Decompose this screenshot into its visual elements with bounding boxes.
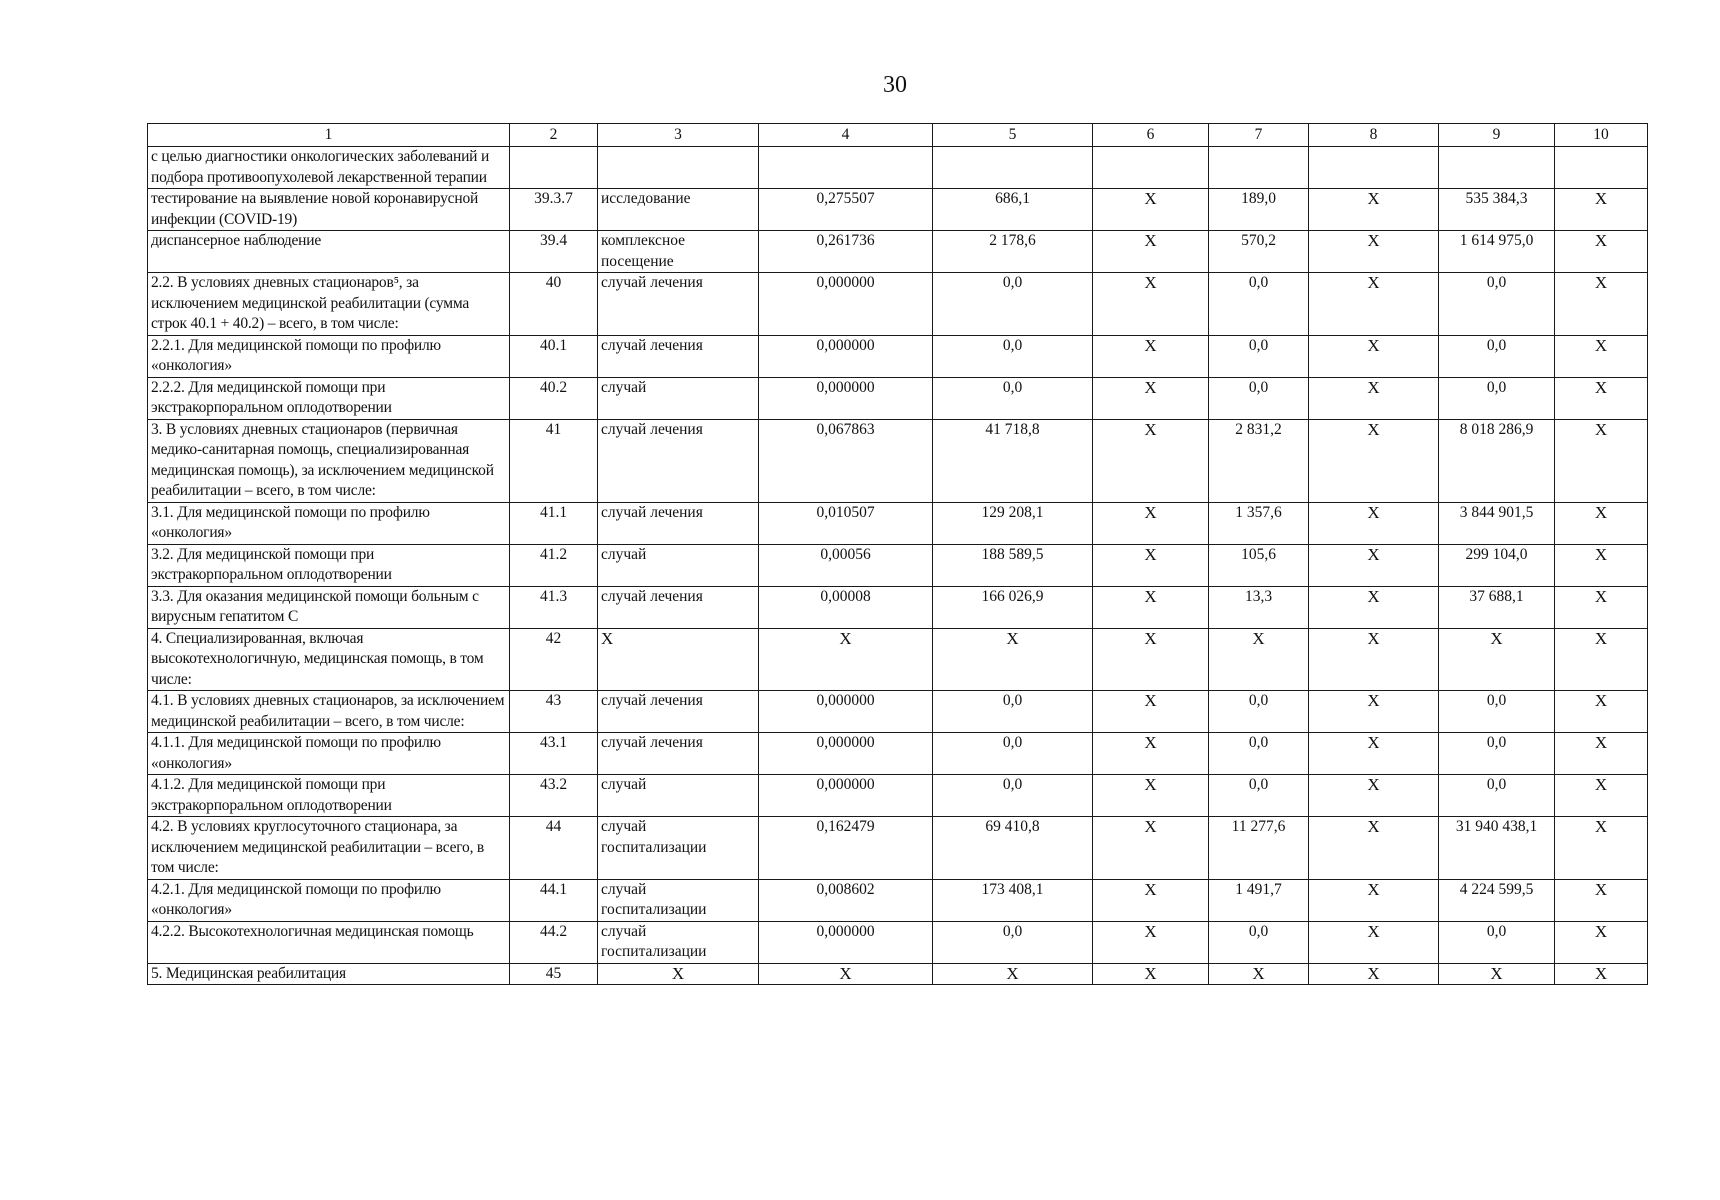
cost-per-unit-cell: 173 408,1: [933, 879, 1093, 921]
col8-cell: X: [1309, 879, 1439, 921]
row-number-cell: 41: [510, 419, 598, 502]
column-header: 5: [933, 124, 1093, 147]
col9-cell: 299 104,0: [1439, 544, 1555, 586]
indicator-name-cell: тестирование на выявление новой коронавирусной инфекции (COVID-19): [148, 189, 510, 231]
col6-cell: X: [1093, 189, 1209, 231]
col10-cell: X: [1555, 628, 1648, 691]
volume-cell: 0,00008: [759, 586, 933, 628]
col6-cell: X: [1093, 231, 1209, 273]
col6-cell: X: [1093, 335, 1209, 377]
column-header: 4: [759, 124, 933, 147]
volume-cell: 0,010507: [759, 502, 933, 544]
indicator-name-cell: 4.2.1. Для медицинской помощи по профилю «онкология»: [148, 879, 510, 921]
volume-cell: [759, 147, 933, 189]
unit-cell: исследование: [598, 189, 759, 231]
col8-cell: X: [1309, 586, 1439, 628]
indicator-name-cell: диспансерное наблюдение: [148, 231, 510, 273]
col9-cell: X: [1439, 963, 1555, 985]
col7-cell: [1209, 147, 1309, 189]
col9-cell: 0,0: [1439, 691, 1555, 733]
volume-cell: 0,008602: [759, 879, 933, 921]
col6-cell: X: [1093, 419, 1209, 502]
cost-per-unit-cell: 0,0: [933, 377, 1093, 419]
unit-cell: случай лечения: [598, 691, 759, 733]
col9-cell: 37 688,1: [1439, 586, 1555, 628]
col6-cell: X: [1093, 628, 1209, 691]
col7-cell: 0,0: [1209, 733, 1309, 775]
col10-cell: X: [1555, 419, 1648, 502]
unit-cell: случай: [598, 775, 759, 817]
row-number-cell: 39.4: [510, 231, 598, 273]
col8-cell: X: [1309, 231, 1439, 273]
table-row: [148, 419, 1648, 502]
col8-cell: X: [1309, 544, 1439, 586]
cost-per-unit-cell: 129 208,1: [933, 502, 1093, 544]
unit-cell: случай лечения: [598, 273, 759, 336]
col10-cell: X: [1555, 231, 1648, 273]
column-header: 2: [510, 124, 598, 147]
col10-cell: X: [1555, 879, 1648, 921]
volume-cell: 0,261736: [759, 231, 933, 273]
col7-cell: 0,0: [1209, 921, 1309, 963]
row-number-cell: 40.1: [510, 335, 598, 377]
col10-cell: X: [1555, 502, 1648, 544]
indicator-name-cell: 4. Специализированная, включая высокотехнологичную, медицинская помощь, в том числе:: [148, 628, 510, 691]
volume-cell: 0,275507: [759, 189, 933, 231]
col9-cell: 4 224 599,5: [1439, 879, 1555, 921]
table-body: [148, 147, 1648, 985]
col8-cell: X: [1309, 963, 1439, 985]
row-number-cell: [510, 147, 598, 189]
cost-per-unit-cell: 0,0: [933, 335, 1093, 377]
col10-cell: X: [1555, 377, 1648, 419]
col7-cell: 0,0: [1209, 775, 1309, 817]
volume-cell: 0,000000: [759, 921, 933, 963]
col10-cell: X: [1555, 335, 1648, 377]
col8-cell: X: [1309, 628, 1439, 691]
column-number-row: [148, 124, 1648, 147]
table-row: [148, 733, 1648, 775]
table-row: [148, 335, 1648, 377]
volume-cell: 0,000000: [759, 733, 933, 775]
col8-cell: X: [1309, 502, 1439, 544]
col9-cell: 0,0: [1439, 335, 1555, 377]
table-row: [148, 147, 1648, 189]
column-header: 6: [1093, 124, 1209, 147]
unit-cell: комплексное посещение: [598, 231, 759, 273]
unit-cell: случай: [598, 544, 759, 586]
row-number-cell: 44: [510, 817, 598, 880]
page-number: 30: [883, 72, 907, 98]
cost-per-unit-cell: 166 026,9: [933, 586, 1093, 628]
table-row: [148, 377, 1648, 419]
unit-cell: случай госпитализации: [598, 879, 759, 921]
indicator-name-cell: 4.1.1. Для медицинской помощи по профилю «онкология»: [148, 733, 510, 775]
col7-cell: 105,6: [1209, 544, 1309, 586]
col9-cell: 0,0: [1439, 273, 1555, 336]
volume-cell: 0,000000: [759, 335, 933, 377]
indicator-name-cell: с целью диагностики онкологических заболеваний и подбора противоопухолевой лекарственной терапии: [148, 147, 510, 189]
col7-cell: 13,3: [1209, 586, 1309, 628]
column-header: 1: [148, 124, 510, 147]
cost-per-unit-cell: 0,0: [933, 921, 1093, 963]
col8-cell: X: [1309, 273, 1439, 336]
table-row: [148, 189, 1648, 231]
col9-cell: 1 614 975,0: [1439, 231, 1555, 273]
col6-cell: X: [1093, 691, 1209, 733]
col6-cell: X: [1093, 921, 1209, 963]
col9-cell: 0,0: [1439, 775, 1555, 817]
col7-cell: X: [1209, 628, 1309, 691]
column-header: 3: [598, 124, 759, 147]
col6-cell: X: [1093, 377, 1209, 419]
col9-cell: 8 018 286,9: [1439, 419, 1555, 502]
col10-cell: [1555, 147, 1648, 189]
col10-cell: X: [1555, 586, 1648, 628]
col9-cell: 31 940 438,1: [1439, 817, 1555, 880]
unit-cell: случай лечения: [598, 335, 759, 377]
volume-cell: 0,067863: [759, 419, 933, 502]
row-number-cell: 43: [510, 691, 598, 733]
col10-cell: X: [1555, 544, 1648, 586]
volume-cell: 0,000000: [759, 775, 933, 817]
indicator-name-cell: 2.2.1. Для медицинской помощи по профилю «онкология»: [148, 335, 510, 377]
indicator-name-cell: 4.1.2. Для медицинской помощи при экстракорпоральном оплодотворении: [148, 775, 510, 817]
col6-cell: X: [1093, 963, 1209, 985]
volume-cell: X: [759, 963, 933, 985]
col9-cell: 3 844 901,5: [1439, 502, 1555, 544]
table-row: [148, 775, 1648, 817]
col7-cell: 11 277,6: [1209, 817, 1309, 880]
volume-cell: 0,000000: [759, 691, 933, 733]
col10-cell: X: [1555, 817, 1648, 880]
cost-per-unit-cell: X: [933, 628, 1093, 691]
table-row: [148, 231, 1648, 273]
table-row: [148, 586, 1648, 628]
cost-per-unit-cell: X: [933, 963, 1093, 985]
cost-per-unit-cell: [933, 147, 1093, 189]
unit-cell: [598, 147, 759, 189]
row-number-cell: 39.3.7: [510, 189, 598, 231]
unit-cell: случай: [598, 377, 759, 419]
volume-cell: 0,000000: [759, 377, 933, 419]
table-row: [148, 273, 1648, 336]
cost-per-unit-cell: 41 718,8: [933, 419, 1093, 502]
indicator-name-cell: 2.2.2. Для медицинской помощи при экстракорпоральном оплодотворении: [148, 377, 510, 419]
col10-cell: X: [1555, 733, 1648, 775]
col7-cell: 0,0: [1209, 335, 1309, 377]
col7-cell: 570,2: [1209, 231, 1309, 273]
row-number-cell: 41.3: [510, 586, 598, 628]
col8-cell: X: [1309, 775, 1439, 817]
indicator-name-cell: 4.2.2. Высокотехнологичная медицинская помощь: [148, 921, 510, 963]
table-row: [148, 921, 1648, 963]
col6-cell: X: [1093, 544, 1209, 586]
column-header: 8: [1309, 124, 1439, 147]
row-number-cell: 41.1: [510, 502, 598, 544]
col8-cell: X: [1309, 691, 1439, 733]
column-header: 10: [1555, 124, 1648, 147]
col7-cell: 2 831,2: [1209, 419, 1309, 502]
col8-cell: X: [1309, 335, 1439, 377]
col9-cell: [1439, 147, 1555, 189]
volume-cell: 0,00056: [759, 544, 933, 586]
col6-cell: [1093, 147, 1209, 189]
col6-cell: X: [1093, 817, 1209, 880]
row-number-cell: 44.2: [510, 921, 598, 963]
row-number-cell: 40: [510, 273, 598, 336]
col7-cell: 189,0: [1209, 189, 1309, 231]
indicator-name-cell: 5. Медицинская реабилитация: [148, 963, 510, 985]
col10-cell: X: [1555, 273, 1648, 336]
unit-cell: случай лечения: [598, 502, 759, 544]
row-number-cell: 42: [510, 628, 598, 691]
indicator-name-cell: 4.2. В условиях круглосуточного стационара, за исключением медицинской реабилитации – всего, в том числе:: [148, 817, 510, 880]
indicator-name-cell: 3.2. Для медицинской помощи при экстракорпоральном оплодотворении: [148, 544, 510, 586]
col9-cell: 0,0: [1439, 733, 1555, 775]
data-table: [147, 123, 1648, 985]
col7-cell: 0,0: [1209, 377, 1309, 419]
row-number-cell: 44.1: [510, 879, 598, 921]
table-row: [148, 628, 1648, 691]
column-header: 9: [1439, 124, 1555, 147]
table-row: [148, 502, 1648, 544]
unit-cell: случай лечения: [598, 419, 759, 502]
col6-cell: X: [1093, 273, 1209, 336]
indicator-name-cell: 3. В условиях дневных стационаров (первичная медико-санитарная помощь, специализированная медицинская помощь), за исключением медицинской реабилитации – всего, в том числе:: [148, 419, 510, 502]
row-number-cell: 45: [510, 963, 598, 985]
unit-cell: X: [598, 963, 759, 985]
row-number-cell: 40.2: [510, 377, 598, 419]
col6-cell: X: [1093, 775, 1209, 817]
indicator-name-cell: 2.2. В условиях дневных стационаров⁵, за исключением медицинской реабилитации (сумма строк 40.1 + 40.2) – всего, в том числе:: [148, 273, 510, 336]
unit-cell: случай лечения: [598, 733, 759, 775]
col8-cell: X: [1309, 419, 1439, 502]
column-header: 7: [1209, 124, 1309, 147]
table-row: [148, 963, 1648, 985]
unit-cell: случай лечения: [598, 586, 759, 628]
cost-per-unit-cell: 2 178,6: [933, 231, 1093, 273]
table-row: [148, 691, 1648, 733]
col9-cell: 0,0: [1439, 921, 1555, 963]
col10-cell: X: [1555, 189, 1648, 231]
indicator-name-cell: 3.1. Для медицинской помощи по профилю «онкология»: [148, 502, 510, 544]
col7-cell: 1 357,6: [1209, 502, 1309, 544]
unit-cell: случай госпитализации: [598, 817, 759, 880]
col7-cell: 0,0: [1209, 273, 1309, 336]
col8-cell: X: [1309, 189, 1439, 231]
volume-cell: 0,000000: [759, 273, 933, 336]
col7-cell: 1 491,7: [1209, 879, 1309, 921]
volume-cell: 0,162479: [759, 817, 933, 880]
unit-cell: случай госпитализации: [598, 921, 759, 963]
cost-per-unit-cell: 686,1: [933, 189, 1093, 231]
indicator-name-cell: 4.1. В условиях дневных стационаров, за исключением медицинской реабилитации – всего, в том числе:: [148, 691, 510, 733]
col6-cell: X: [1093, 733, 1209, 775]
col7-cell: X: [1209, 963, 1309, 985]
cost-per-unit-cell: 0,0: [933, 775, 1093, 817]
table-row: [148, 817, 1648, 880]
table-row: [148, 544, 1648, 586]
table-row: [148, 879, 1648, 921]
cost-per-unit-cell: 69 410,8: [933, 817, 1093, 880]
row-number-cell: 41.2: [510, 544, 598, 586]
cost-per-unit-cell: 0,0: [933, 733, 1093, 775]
col8-cell: X: [1309, 733, 1439, 775]
col8-cell: X: [1309, 921, 1439, 963]
indicator-name-cell: 3.3. Для оказания медицинской помощи больным с вирусным гепатитом C: [148, 586, 510, 628]
volume-cell: X: [759, 628, 933, 691]
unit-cell: X: [598, 628, 759, 691]
col8-cell: X: [1309, 817, 1439, 880]
col9-cell: 535 384,3: [1439, 189, 1555, 231]
cost-per-unit-cell: 188 589,5: [933, 544, 1093, 586]
col10-cell: X: [1555, 691, 1648, 733]
col7-cell: 0,0: [1209, 691, 1309, 733]
col6-cell: X: [1093, 502, 1209, 544]
col10-cell: X: [1555, 775, 1648, 817]
col9-cell: 0,0: [1439, 377, 1555, 419]
row-number-cell: 43.1: [510, 733, 598, 775]
cost-per-unit-cell: 0,0: [933, 273, 1093, 336]
col9-cell: X: [1439, 628, 1555, 691]
col6-cell: X: [1093, 879, 1209, 921]
col10-cell: X: [1555, 921, 1648, 963]
cost-per-unit-cell: 0,0: [933, 691, 1093, 733]
col10-cell: X: [1555, 963, 1648, 985]
row-number-cell: 43.2: [510, 775, 598, 817]
col8-cell: X: [1309, 377, 1439, 419]
col8-cell: [1309, 147, 1439, 189]
col6-cell: X: [1093, 586, 1209, 628]
